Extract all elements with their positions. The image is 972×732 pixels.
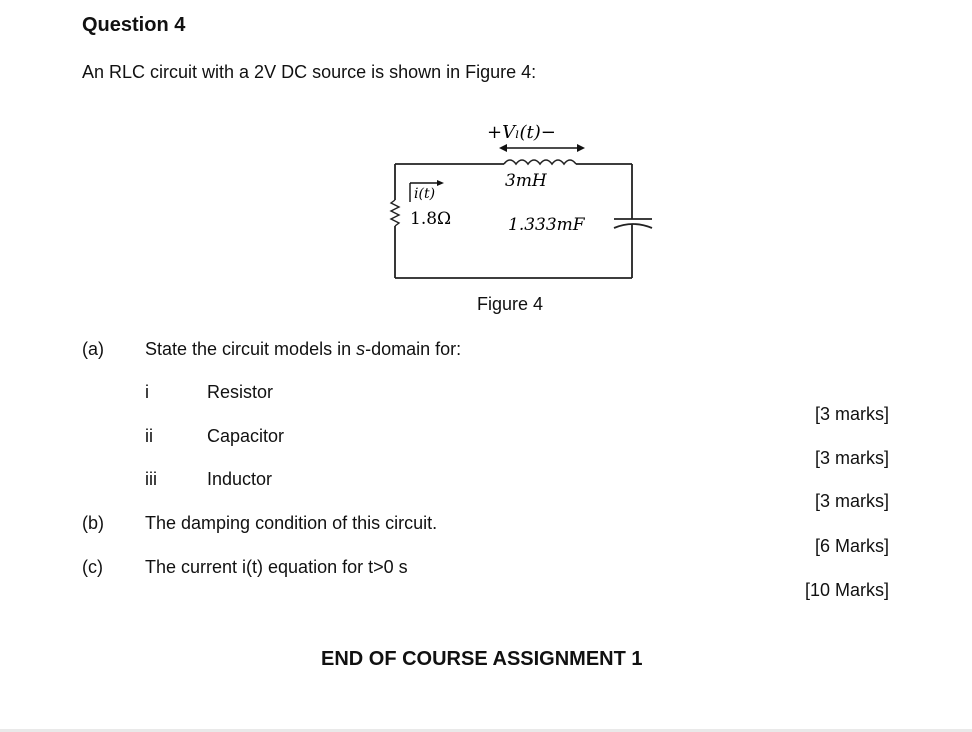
part-c-text: The current i(t) equation for t>0 s xyxy=(145,557,408,577)
part-a-text: State the circuit models in s-domain for: xyxy=(145,339,462,359)
part-a-item-3-marks: [3 marks] xyxy=(815,491,890,511)
part-a-item-2-numeral: ii xyxy=(145,426,153,446)
rlc-circuit-diagram xyxy=(370,112,670,287)
current-label: i(t) xyxy=(414,186,436,202)
part-a-item-2-marks: [3 marks] xyxy=(815,448,890,468)
question-title: Question 4 xyxy=(82,14,186,36)
end-of-assignment-text: END OF COURSE ASSIGNMENT 1 xyxy=(321,648,643,670)
right-wire-capacitor xyxy=(614,164,652,278)
figure-caption: Figure 4 xyxy=(477,294,544,314)
part-a-item-1-text: Resistor xyxy=(207,382,274,402)
left-wire-resistor xyxy=(391,164,399,278)
inductor-label: 3mH xyxy=(505,171,547,191)
top-wire-inductor xyxy=(395,160,632,164)
question-intro: An RLC circuit with a 2V DC source is shown in Figure 4: xyxy=(82,62,537,82)
part-b-marks: [6 Marks] xyxy=(815,536,890,556)
part-a-item-2-text: Capacitor xyxy=(207,426,285,446)
part-a-label: (a) xyxy=(82,339,104,359)
part-b-text: The damping condition of this circuit. xyxy=(145,513,438,533)
part-a-item-1-numeral: i xyxy=(145,382,149,402)
resistor-label: 1.8Ω xyxy=(410,209,452,229)
part-a-item-3-numeral: iii xyxy=(145,469,157,489)
part-a-item-3-text: Inductor xyxy=(207,469,273,489)
part-c-label: (c) xyxy=(82,557,103,577)
part-a-item-1-marks: [3 marks] xyxy=(815,404,890,424)
part-b-label: (b) xyxy=(82,513,104,533)
inductor-voltage-label: +Vₗ(t)− xyxy=(487,122,556,143)
voltage-arrow xyxy=(499,144,585,152)
part-c-marks: [10 Marks] xyxy=(805,580,890,600)
capacitor-label: 1.333mF xyxy=(508,215,585,235)
